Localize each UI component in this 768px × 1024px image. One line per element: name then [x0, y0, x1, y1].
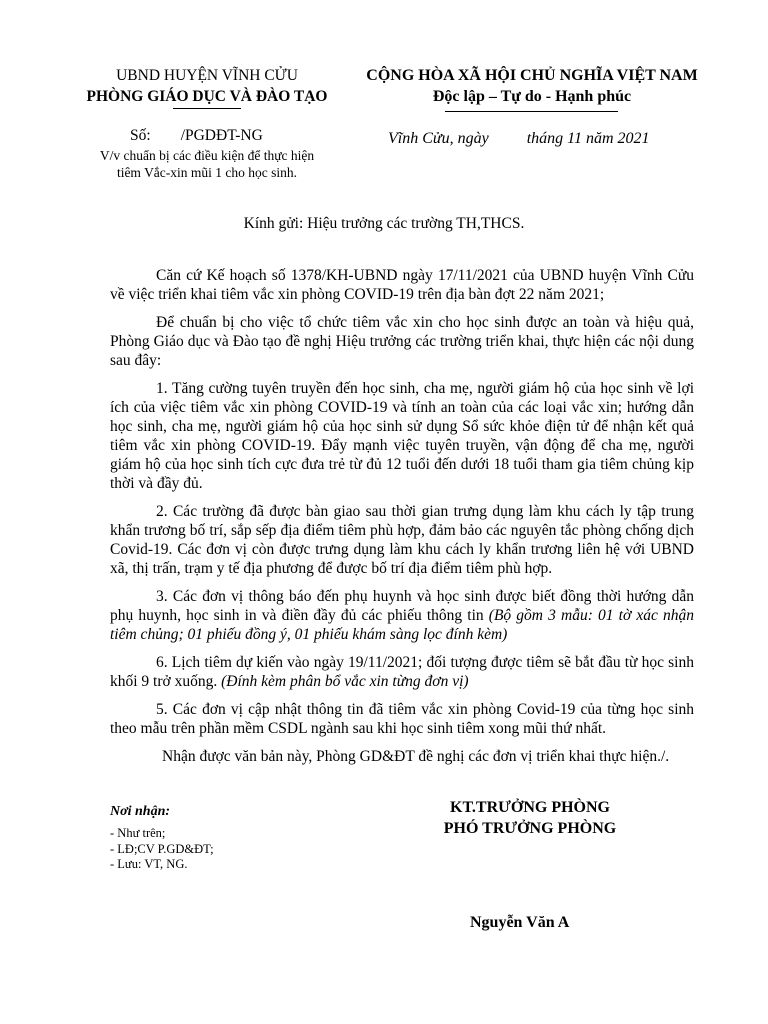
recipient-item: - Như trên; [110, 826, 166, 840]
sign-title-2: PHÓ TRƯỞNG PHÒNG [443, 820, 617, 837]
document-subject [62, 147, 352, 181]
subject-line-2: tiêm Vắc-xin mũi 1 cho học sinh. [116, 165, 298, 180]
paragraph-item-6 [110, 653, 694, 691]
item-3-text: 3. Các đơn vị thông báo đến phụ huynh và học sinh được biết đồng thời hướng dẫn phụ huynh, học sinh in và điền đầy đủ các phiếu thông tin [110, 588, 694, 624]
document-body [110, 266, 694, 775]
issuing-agency [62, 66, 352, 107]
item-3-note: (Bộ gồm 3 mẫu: 01 tờ xác nhận tiêm chủng; 01 phiếu đồng ý, 01 phiếu khám sàng lọc đính kèm) [110, 607, 694, 643]
recipient-line: Kính gửi: Hiệu trưởng các trường TH,THCS. [243, 215, 525, 232]
agency-parent: UBND HUYỆN VĨNH CỬU [116, 67, 298, 84]
date-month-year: tháng 11 năm 2021 [526, 130, 650, 147]
item-6-note: (Đính kèm phân bổ vắc xin từng đơn vị) [221, 673, 469, 690]
date-place: Vĩnh Cửu, ngày [388, 130, 489, 147]
signer-name: Nguyễn Văn A [470, 914, 570, 931]
motto-underline [445, 111, 618, 112]
recipient-item: - LĐ;CV P.GD&ĐT; [110, 841, 214, 856]
recipients-list [110, 826, 214, 873]
paragraph-item-5: 5. Các đơn vị cập nhật thông tin đã tiêm vắc xin phòng Covid-19 của từng học sinh theo mẫu trên phần mềm CSDL ngành sau khi học sinh tiêm xong mũi thứ nhất. [110, 701, 694, 737]
paragraph-item-1: 1. Tăng cường tuyên truyền đến học sinh, cha mẹ, người giám hộ của học sinh về lợi ích của việc tiêm vắc xin phòng COVID-19 và tính an toàn của các loại vắc xin; hướng dẫn học sinh, cha mẹ, người giám hộ của học sinh sử dụng Sổ sức khỏe điện tử để nhận kết quả tiêm vắc xin phòng COVID-19. Đẩy mạnh việc tuyên truyền, vận động để cha mẹ, người giám hộ của học sinh tích cực đưa trẻ từ đủ 12 tuổi đến dưới 18 tuổi tham gia tiêm chủng kịp thời và đầy đủ. [110, 380, 694, 492]
date-line [388, 130, 650, 148]
paragraph-basis: Căn cứ Kế hoạch số 1378/KH-UBND ngày 17/11/2021 của UBND huyện Vĩnh Cửu về việc triển khai tiêm vắc xin phòng COVID-19 trên địa bàn đợt 22 năm 2021; [110, 267, 694, 303]
paragraph-intro: Để chuẩn bị cho việc tổ chức tiêm vắc xin cho học sinh được an toàn và hiệu quả, Phòng Giáo dục và Đào tạo đề nghị Hiệu trưởng các trường triển khai, thực hiện các nội dung sau đây: [110, 314, 694, 369]
sign-title-1: KT.TRƯỞNG PHÒNG [450, 799, 610, 816]
item-6-text: 6. Lịch tiêm dự kiến vào ngày 19/11/2021; đối tượng được tiêm sẽ bắt đầu từ học sinh khối 9 trở xuống. [110, 654, 694, 690]
paragraph-item-2: 2. Các trường đã được bàn giao sau thời gian trưng dụng làm khu cách ly tập trung khẩn trương bố trí, sắp sếp địa điểm tiêm phù hợp, đảm bảo các nguyên tắc phòng chống dịch Covid-19. Các đơn vị còn được trưng dụng làm khu cách ly khẩn trương liên hệ với UBND xã, thị trấn, trạm y tế địa phương để được bố trí địa điểm tiêm phù hợp. [110, 503, 694, 577]
paragraph-closing: Nhận được văn bản này, Phòng GD&ĐT đề nghị các đơn vị triển khai thực hiện./. [162, 748, 670, 765]
subject-line-1: V/v chuẩn bị các điều kiện để thực hiện [99, 148, 315, 163]
agency-name: PHÒNG GIÁO DỤC VÀ ĐÀO TẠO [86, 88, 328, 105]
doc-no-code: /PGDĐT-NG [180, 127, 263, 144]
recipient-item: - Lưu: VT, NG. [110, 857, 188, 871]
nation-name: CỘNG HÒA XÃ HỘI CHỦ NGHĨA VIỆT NAM [366, 67, 698, 84]
agency-underline [173, 108, 241, 109]
national-motto: Độc lập – Tự do - Hạnh phúc [432, 88, 632, 105]
signature-block [410, 797, 650, 839]
national-heading [348, 66, 716, 108]
document-number [130, 127, 263, 145]
paragraph-item-3 [110, 587, 694, 644]
recipients-heading: Nơi nhận: [110, 804, 171, 819]
doc-no-label: Số: [130, 127, 151, 144]
